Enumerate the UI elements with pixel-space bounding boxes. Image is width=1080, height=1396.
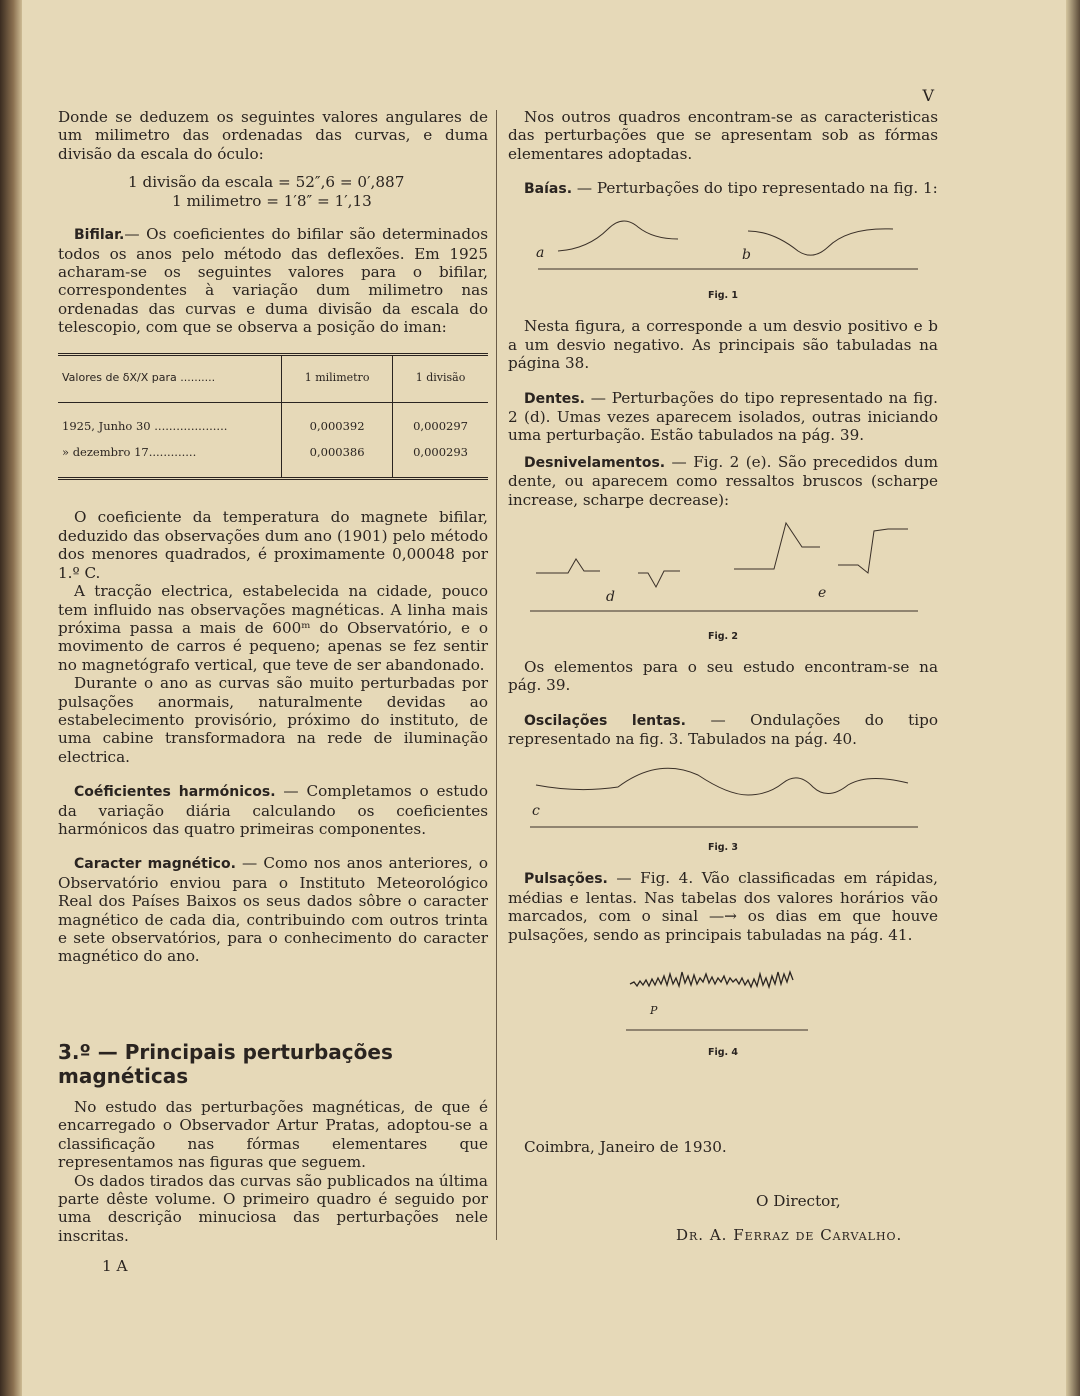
slow-oscillations-text: — Ondulações do tipo representado na fig. 3. Tabulados na pág. 40. [508, 710, 938, 749]
teeth-paragraph [508, 389, 938, 445]
table-cell: 0,000293 [393, 439, 488, 479]
figure-3-label-c: c [532, 802, 540, 819]
figure-2-caption: Fig. 2 [707, 630, 739, 642]
bifilar-paragraph [58, 225, 488, 336]
figure-1-label-a: a [536, 244, 545, 261]
figure-4 [508, 960, 938, 1063]
signature-mark: 1 A [102, 1257, 128, 1276]
temperature-paragraph: O coeficiente da temperatura do magnete bifilar, deduzido das observações dum ano (1901) pelo método dos menores quadrados, é proximamente 0,00048 por 1.º C. [58, 508, 488, 582]
bifilar-text: — Os coeficientes do bifilar são determinados todos os anos pelo método das deflexões. Em 1925 acharam-se os seguintes valores para o bifilar, correspondentes à variação dum milimetro nas ordenadas das curvas e duma divisão da escala do telescopio, com que se observa a posição do iman: [58, 225, 488, 337]
table-header-div: 1 divisão [393, 354, 488, 402]
character-text: — Como nos anos anteriores, o Observatório enviou para o Instituto Meteorológico Real dos Países Baixos os seus dados sôbre o caracter magnético de cada dia, contribuindo com outros trinta e sete observatórios, para o conhecimento do caracter magnético do ano. [58, 854, 488, 966]
harmonic-paragraph [58, 782, 488, 838]
others-paragraph: Nos outros quadros encontram-se as caracteristicas das perturbações que se apresentam sob as fórmas elementares adoptadas. [508, 108, 938, 163]
slow-oscillations-heading: Oscilações lentas. [524, 712, 686, 729]
bifilar-table [58, 353, 488, 481]
figure-2-label-d: d [606, 589, 615, 606]
left-column [58, 108, 488, 966]
slow-oscillations-paragraph [508, 711, 938, 749]
level-shift-text: — Fig. 2 (e). São precedidos dum dente, ou aparecem como ressaltos bruscos (scharpe increase, scharpe decrease): [508, 452, 938, 509]
formula-line-2: 1 milimetro = 1′8″ = 1′,13 [172, 192, 372, 211]
bays-heading: Baías. [524, 181, 573, 198]
study-paragraph: No estudo das perturbações magnéticas, de que é encarregado o Observador Artur Pratas, adoptou-se a classificação nas fórmas elementares que representamos nas figuras que seguem. [58, 1098, 488, 1172]
place-date: Coimbra, Janeiro de 1930. [524, 1138, 727, 1156]
table-cell: 0,000386 [282, 439, 393, 479]
table-header-values: Valores de δX/X para .......... [58, 354, 282, 402]
table-row-label: » dezembro 17............. [62, 445, 197, 460]
table-row [58, 439, 488, 479]
column-divider [496, 110, 497, 1240]
traction-paragraph: A tracção electrica, estabelecida na cidade, pouco tem influido nas observações magnéticas. A linha mais próxima passa a mais de 600ᵐ do Observatório, e o movimento de carros é pequeno; apenas se fez sentir no magnetógrafo vertical, que teve de ser abandonado. [58, 582, 488, 674]
figure-2-label-e: e [818, 585, 827, 602]
figure-4-label-p: P [650, 1003, 658, 1017]
pulsations-text: — Fig. 4. Vão classificadas em rápidas, médias e lentas. Nas tabelas dos valores horários vão marcados, com o sinal —→ os dias em que houve pulsações, sendo as principais tabuladas na pág. 41. [508, 869, 938, 944]
page-edge [1066, 0, 1080, 1396]
character-heading: Caracter magnético. [74, 856, 236, 873]
figure-1-drawing [508, 209, 938, 279]
page-number: V [922, 86, 934, 105]
formula-line-1: 1 divisão da escala = 52″,6 = 0′,887 [128, 173, 405, 192]
figure-2-drawing [508, 519, 938, 619]
table-cell: 0,000392 [282, 402, 393, 439]
pulsations-heading: Pulsações. [524, 871, 608, 888]
intro-paragraph: Donde se deduzem os seguintes valores angulares de um milimetro das ordenadas das curvas, e duma divisão da escala do óculo: [58, 108, 488, 163]
director-title: O Director, [756, 1192, 841, 1210]
harmonic-text: — Completamos o estudo da variação diária calculando os coeficientes harmónicos das quatro primeiras componentes. [58, 782, 489, 838]
character-paragraph [58, 854, 488, 965]
elements-paragraph: Os elementos para o seu estudo encontram-se na pág. 39. [508, 657, 938, 695]
teeth-text: — Perturbações do tipo representado na fig. 2 (d). Umas vezes aparecem isolados, outras iniciando uma perturbação. Estão tabulados na pág. 39. [508, 388, 938, 445]
harmonic-heading: Coéficientes harmónicos. [74, 784, 276, 801]
level-shift-paragraph [508, 453, 938, 509]
figure-3 [508, 765, 938, 858]
table-row-label: 1925, Junho 30 .................... [62, 418, 228, 433]
figure-4-drawing [508, 960, 938, 1036]
director-signature: Dr. A. Ferraz de Carvalho. [676, 1226, 903, 1244]
table-header-mm: 1 milimetro [282, 354, 393, 402]
pulsations-paragraph [508, 869, 938, 944]
formula-block [58, 173, 488, 211]
figure-1-caption: Fig. 1 [707, 290, 739, 302]
level-shift-heading: Desnivelamentos. [524, 454, 666, 471]
teeth-heading: Dentes. [524, 390, 585, 407]
section-heading: 3.º — Principais perturbações magnéticas [58, 1040, 393, 1088]
figure-2 [508, 519, 938, 646]
book-spine [0, 0, 22, 1396]
bays-paragraph [508, 179, 938, 198]
data-paragraph: Os dados tirados das curvas são publicados na última parte dêste volume. O primeiro quadro é seguido por uma descrição minuciosa das perturbações nele inscritas. [58, 1171, 488, 1245]
figure-1 [508, 209, 938, 306]
bays-text: — Perturbações do tipo representado na fig. 1: [572, 179, 938, 198]
right-column [508, 108, 938, 1075]
figure-3-caption: Fig. 3 [707, 841, 739, 853]
figure-4-caption: Fig. 4 [707, 1047, 739, 1059]
figure-1-label-b: b [742, 246, 751, 263]
pulsations-paragraph: Durante o ano as curvas são muito perturbadas por pulsações anormais, naturalmente devidas ao estabelecimento provisório, próximo do instituto, de uma cabine transformadora na rede de iluminação electrica. [58, 674, 488, 766]
figure-1-explanation: Nesta figura, a corresponde a um desvio positivo e b a um desvio negativo. As principais são tabuladas na página 38. [508, 317, 938, 373]
bifilar-heading: Bifilar. [74, 227, 125, 244]
left-column-lower [58, 1098, 488, 1276]
figure-3-drawing [508, 765, 938, 831]
table-row [58, 402, 488, 439]
table-cell: 0,000297 [393, 402, 488, 439]
